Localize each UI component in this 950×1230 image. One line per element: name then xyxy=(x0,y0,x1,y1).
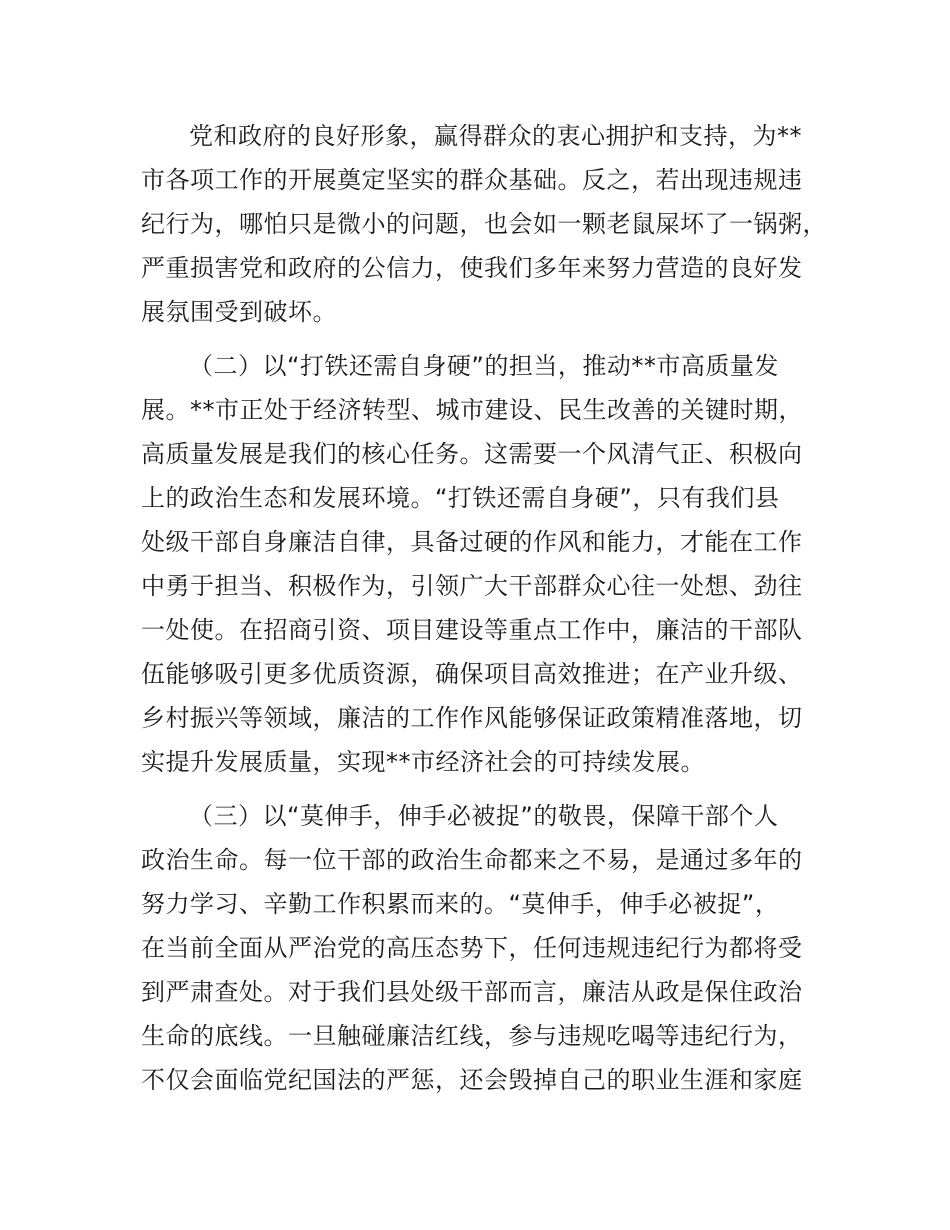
paragraph-1-line-5: 展氛围受到破坏。 xyxy=(141,298,337,326)
paragraph-2-line-10: 实提升发展质量，实现**市经济社会的可持续发展。 xyxy=(141,748,705,776)
paragraph-2-line-5: 处级干部自身廉洁自律，具备过硬的作风和能力，才能在工作 xyxy=(141,528,803,556)
paragraph-1-line-3: 纪行为，哪怕只是微小的问题，也会如一颗老鼠屎坏了一锅粥， xyxy=(141,210,827,238)
paragraph-3-line-5: 到严肃查处。对于我们县处级干部而言，廉洁从政是保住政治 xyxy=(141,978,803,1006)
paragraph-1-line-4: 严重损害党和政府的公信力，使我们多年来努力营造的良好发 xyxy=(141,254,803,282)
paragraph-2-line-6: 中勇于担当、积极作为，引领广大干部群众心往一处想、劲往 xyxy=(141,572,803,600)
paragraph-1-line-1: 党和政府的良好形象，赢得群众的衷心拥护和支持，为** xyxy=(189,122,802,150)
paragraph-3-line-7: 不仅会面临党纪国法的严惩，还会毁掉自己的职业生涯和家庭 xyxy=(141,1066,803,1094)
paragraph-3-line-1: （三）以“莫伸手，伸手必被捉”的敬畏，保障干部个人 xyxy=(189,802,779,830)
paragraph-2-line-9: 乡村振兴等领域，廉洁的工作作风能够保证政策精准落地，切 xyxy=(141,704,803,732)
paragraph-3-line-6: 生命的底线。一旦触碰廉洁红线，参与违规吃喝等违纪行为， xyxy=(141,1022,803,1050)
paragraph-3-line-2: 政治生命。每一位干部的政治生命都来之不易，是通过多年的 xyxy=(141,846,803,874)
paragraph-2-line-1: （二）以“打铁还需自身硬”的担当，推动**市高质量发 xyxy=(189,352,779,380)
paragraph-2-line-2: 展。**市正处于经济转型、城市建设、民生改善的关键时期， xyxy=(141,396,803,424)
paragraph-3-line-3: 努力学习、辛勤工作积累而来的。“莫伸手，伸手必被捉”， xyxy=(141,890,780,918)
paragraph-3-line-4: 在当前全面从严治党的高压态势下，任何违规违纪行为都将受 xyxy=(141,934,803,962)
paragraph-2-line-4: 上的政治生态和发展环境。“打铁还需自身硬”，只有我们县 xyxy=(141,484,780,512)
paragraph-2-line-3: 高质量发展是我们的核心任务。这需要一个风清气正、积极向 xyxy=(141,440,803,468)
paragraph-2-line-7: 一处使。在招商引资、项目建设等重点工作中，廉洁的干部队 xyxy=(141,616,803,644)
paragraph-2-line-8: 伍能够吸引更多优质资源，确保项目高效推进；在产业升级、 xyxy=(141,660,803,688)
paragraph-1-line-2: 市各项工作的开展奠定坚实的群众基础。反之，若出现违规违 xyxy=(141,166,803,194)
